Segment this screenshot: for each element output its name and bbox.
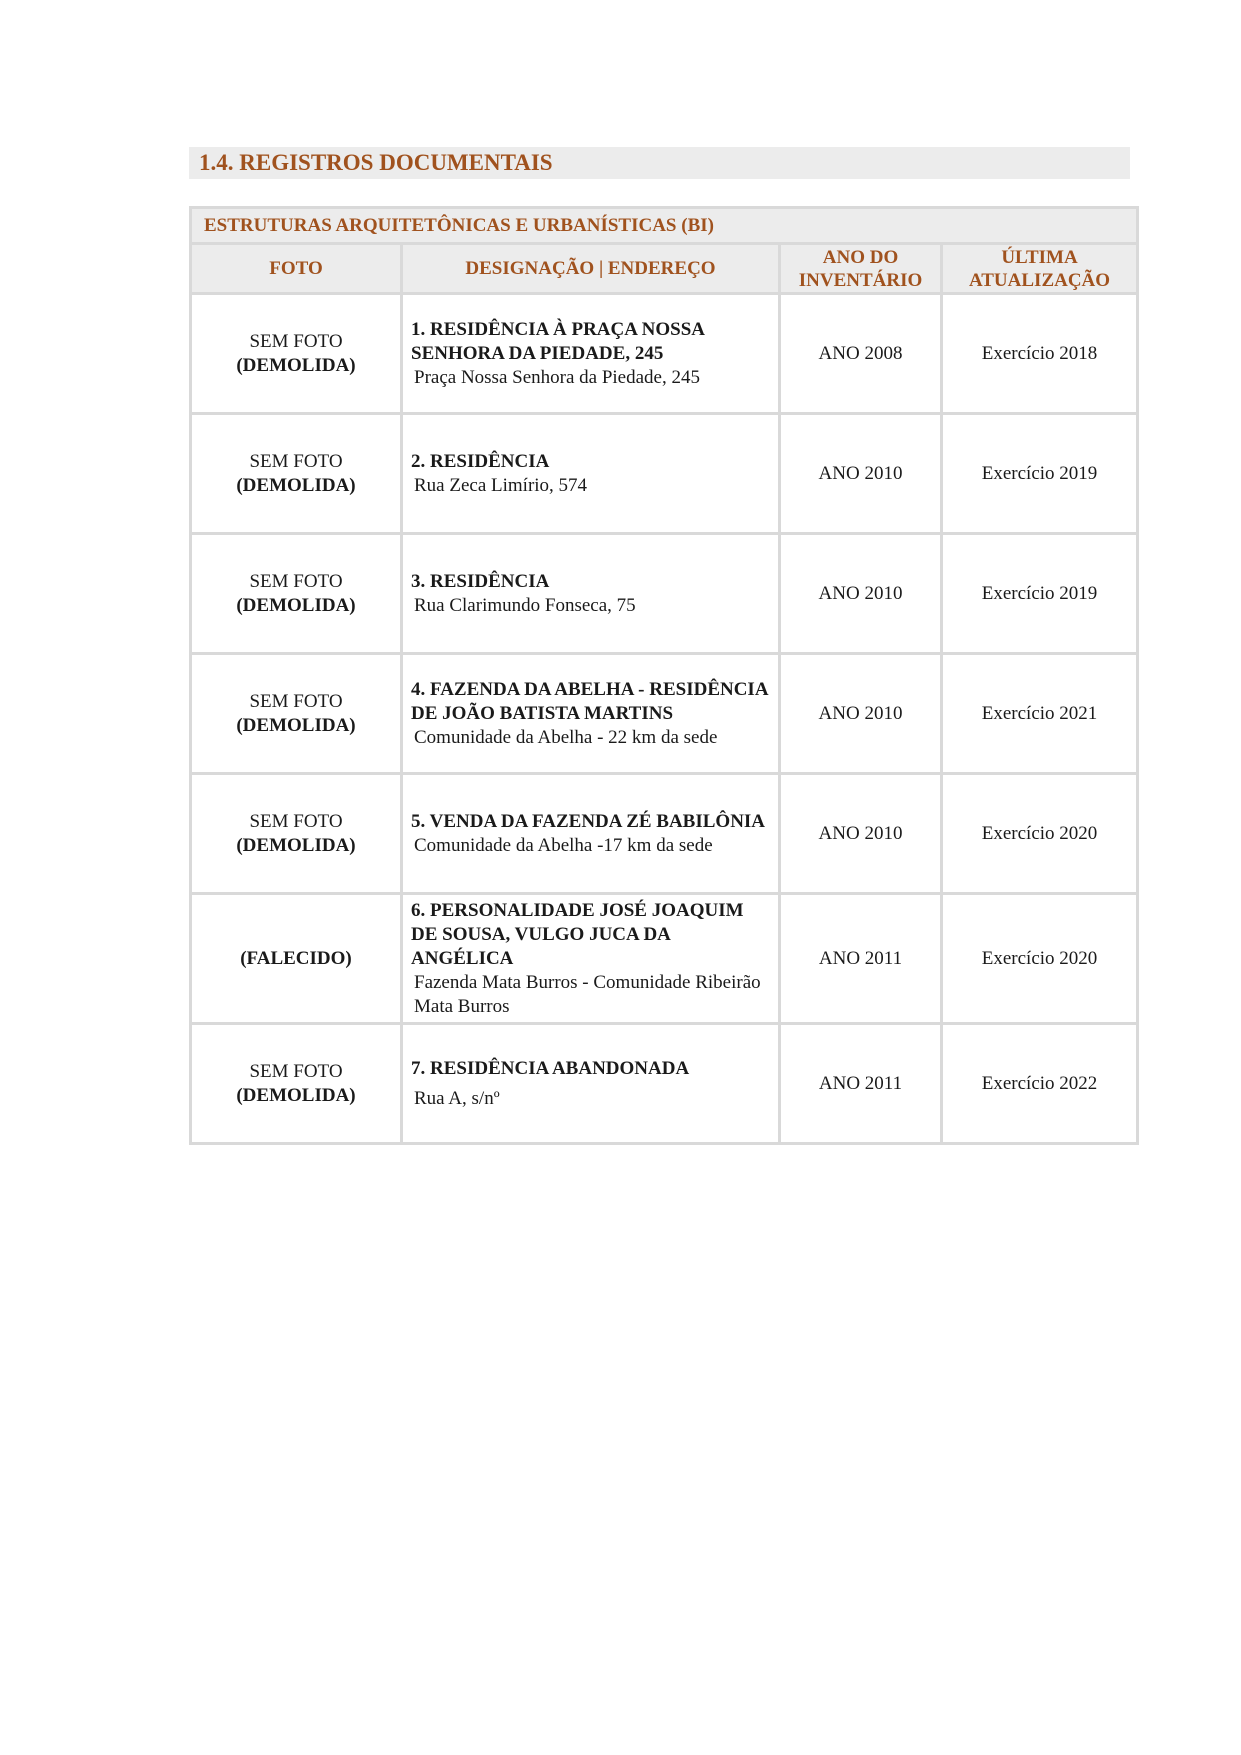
header-designacao: DESIGNAÇÃO | ENDEREÇO	[403, 245, 781, 295]
inventory-table	[189, 206, 1139, 1145]
ultima-atualizacao-cell: Exercício 2021	[943, 655, 1136, 775]
foto-status: SEM FOTO	[249, 450, 343, 472]
foto-status: SEM FOTO	[249, 1060, 343, 1082]
ano-inventario-cell: ANO 2011	[781, 895, 943, 1025]
table-header-row	[192, 245, 1136, 295]
table-caption-row	[192, 209, 1136, 245]
table-row	[192, 535, 1136, 655]
ultima-atualizacao-cell: Exercício 2019	[943, 535, 1136, 655]
designacao-address: Rua Clarimundo Fonseca, 75	[414, 594, 636, 616]
table-row	[192, 775, 1136, 895]
table-row	[192, 895, 1136, 1025]
designacao-cell	[403, 895, 781, 1025]
designacao-address: Fazenda Mata Burros - Comunidade Ribeirão Mata Burros	[414, 971, 761, 1017]
foto-status: SEM FOTO	[249, 570, 343, 592]
ultima-atualizacao-cell: Exercício 2022	[981, 1072, 1098, 1094]
foto-note: (DEMOLIDA)	[236, 1084, 356, 1106]
header-ano-line1: ANO DO	[822, 246, 899, 268]
section-heading: 1.4. REGISTROS DOCUMENTAIS	[189, 147, 1130, 179]
designacao-cell	[403, 415, 781, 535]
designacao-address: Praça Nossa Senhora da Piedade, 245	[414, 366, 700, 388]
foto-note: (DEMOLIDA)	[236, 834, 356, 856]
designacao-cell	[403, 655, 781, 775]
designacao-address: Comunidade da Abelha - 22 km da sede	[414, 726, 718, 748]
foto-note: (DEMOLIDA)	[236, 354, 356, 376]
foto-note: (DEMOLIDA)	[236, 714, 356, 736]
foto-note: (DEMOLIDA)	[236, 474, 356, 496]
table-row	[192, 655, 1136, 775]
foto-status: SEM FOTO	[249, 810, 343, 832]
ultima-atualizacao-cell: Exercício 2019	[943, 415, 1136, 535]
table-row	[192, 415, 1136, 535]
ultima-atualizacao-cell: Exercício 2020	[943, 895, 1136, 1025]
foto-cell	[192, 895, 403, 1025]
foto-status: SEM FOTO	[249, 330, 343, 352]
foto-cell	[192, 655, 403, 775]
table-row	[192, 1025, 1136, 1142]
ano-inventario-cell: ANO 2010	[781, 535, 943, 655]
designacao-cell	[403, 1025, 781, 1142]
header-ultima-line2: ATUALIZAÇÃO	[968, 269, 1111, 291]
table-caption: ESTRUTURAS ARQUITETÔNICAS E URBANÍSTICAS (BI)	[192, 209, 1136, 245]
designacao-address: Rua Zeca Limírio, 574	[414, 474, 588, 496]
designacao-cell	[403, 295, 781, 415]
foto-note: (DEMOLIDA)	[236, 594, 356, 616]
header-ano-inventario	[781, 245, 943, 295]
designacao-title: 3. RESIDÊNCIA	[411, 570, 550, 592]
foto-cell	[192, 775, 403, 895]
foto-cell	[192, 295, 403, 415]
header-ultima-line1: ÚLTIMA	[1001, 246, 1078, 268]
ultima-atualizacao-cell: Exercício 2020	[943, 775, 1136, 895]
ano-inventario-cell: ANO 2008	[781, 295, 943, 415]
foto-cell	[192, 535, 403, 655]
designacao-title: 1. RESIDÊNCIA À PRAÇA NOSSA SENHORA DA PIEDADE, 245	[411, 318, 704, 364]
ano-inventario-cell: ANO 2011	[781, 1025, 943, 1142]
ultima-atualizacao-cell: Exercício 2018	[943, 295, 1136, 415]
designacao-title: 4. FAZENDA DA ABELHA - RESIDÊNCIA DE JOÃO BATISTA MARTINS	[411, 678, 768, 724]
designacao-cell	[403, 535, 781, 655]
foto-note: (FALECIDO)	[240, 947, 352, 969]
designacao-address: Comunidade da Abelha -17 km da sede	[414, 834, 713, 856]
designacao-title: 5. VENDA DA FAZENDA ZÉ BABILÔNIA	[411, 810, 766, 832]
header-ultima-atualizacao	[943, 245, 1136, 295]
foto-cell	[192, 415, 403, 535]
header-ano-line2: INVENTÁRIO	[798, 269, 923, 291]
table-row	[192, 295, 1136, 415]
designacao-address: Rua A, s/nº	[414, 1087, 500, 1109]
designacao-title: 2. RESIDÊNCIA	[411, 450, 550, 472]
ano-inventario-cell: ANO 2010	[781, 415, 943, 535]
ano-inventario-cell: ANO 2010	[781, 775, 943, 895]
header-foto: FOTO	[192, 245, 403, 295]
ano-inventario-cell: ANO 2010	[781, 655, 943, 775]
foto-cell	[192, 1025, 403, 1142]
foto-status: SEM FOTO	[249, 690, 343, 712]
designacao-title: 7. RESIDÊNCIA ABANDONADA	[411, 1057, 690, 1079]
designacao-cell	[403, 775, 781, 895]
designacao-title: 6. PERSONALIDADE JOSÉ JOAQUIM DE SOUSA, VULGO JUCA DA ANGÉLICA	[411, 899, 744, 969]
